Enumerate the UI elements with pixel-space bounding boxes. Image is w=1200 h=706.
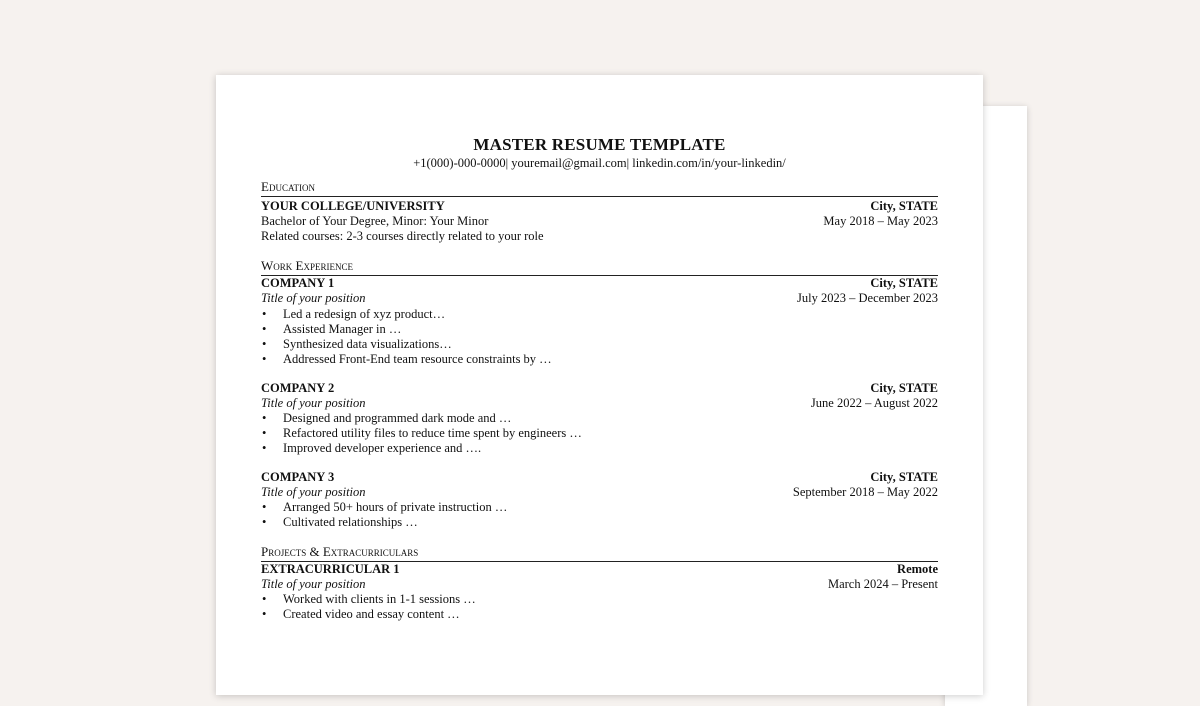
resume-content	[261, 135, 938, 622]
education-entry	[261, 199, 938, 244]
bullet-list	[261, 411, 938, 456]
resume-title: MASTER RESUME TEMPLATE	[473, 135, 726, 154]
company-name: COMPANY 3	[261, 470, 335, 484]
bullet-list	[261, 500, 938, 530]
bullet-item: • Addressed Front-End team resource constraints by …	[261, 352, 938, 367]
contact-line: +1(000)-000-0000| youremail@gmail.com| linkedin.com/in/your-linkedin/	[413, 156, 786, 170]
related-courses: Related courses: 2-3 courses directly related to your role	[261, 229, 544, 243]
bullet-item: • Led a redesign of xyz product…	[261, 307, 938, 322]
company-location: City, STATE	[870, 470, 938, 484]
work-entry-header	[261, 470, 938, 485]
position-title: Title of your position	[261, 291, 366, 305]
bullet-item: • Synthesized data visualizations…	[261, 337, 938, 352]
bullet-item: • Arranged 50+ hours of private instruction …	[261, 500, 938, 515]
position-title: Title of your position	[261, 577, 366, 591]
work-dates: July 2023 – December 2023	[797, 291, 938, 305]
project-dates: March 2024 – Present	[827, 577, 938, 591]
resume-page	[216, 75, 983, 695]
section-heading-projects: Projects & Extracurriculars	[261, 544, 938, 562]
education-row-2	[261, 214, 938, 229]
education-dates: May 2018 – May 2023	[823, 214, 938, 228]
school-name: YOUR COLLEGE/UNIVERSITY	[261, 199, 445, 213]
position-title: Title of your position	[261, 396, 366, 410]
project-location: Remote	[897, 562, 938, 576]
bullet-item: • Assisted Manager in …	[261, 322, 938, 337]
work-entry-header	[261, 381, 938, 396]
work-entry-header	[261, 276, 938, 291]
work-dates: June 2022 – August 2022	[810, 396, 938, 410]
work-entry-subheader	[261, 485, 938, 500]
work-entry	[261, 470, 938, 530]
education-row-1	[261, 199, 938, 214]
project-name: EXTRACURRICULAR 1	[261, 562, 400, 576]
work-entry-subheader	[261, 291, 938, 306]
bullet-item: • Improved developer experience and ….	[261, 441, 938, 456]
company-location: City, STATE	[870, 381, 938, 395]
work-entry	[261, 276, 938, 367]
section-heading-work: Work Experience	[261, 258, 938, 276]
position-title: Title of your position	[261, 485, 366, 499]
bullet-item: • Designed and programmed dark mode and …	[261, 411, 938, 426]
education-row-3	[261, 229, 938, 244]
bullet-item: • Cultivated relationships …	[261, 515, 938, 530]
company-name: COMPANY 2	[261, 381, 335, 395]
work-entry	[261, 381, 938, 456]
project-entry-header	[261, 562, 938, 577]
school-location: City, STATE	[870, 199, 938, 213]
bullet-item: • Refactored utility files to reduce time spent by engineers …	[261, 426, 938, 441]
section-heading-education: Education	[261, 179, 938, 197]
project-entry	[261, 562, 938, 622]
work-dates: September 2018 – May 2022	[792, 485, 938, 499]
company-location: City, STATE	[870, 276, 938, 290]
bullet-item: • Created video and essay content …	[261, 607, 938, 622]
project-entry-subheader	[261, 577, 938, 592]
degree: Bachelor of Your Degree, Minor: Your Minor	[261, 214, 489, 228]
bullet-item: • Worked with clients in 1-1 sessions …	[261, 592, 938, 607]
company-name: COMPANY 1	[261, 276, 335, 290]
bullet-list	[261, 592, 938, 622]
work-entry-subheader	[261, 396, 938, 411]
bullet-list	[261, 307, 938, 367]
